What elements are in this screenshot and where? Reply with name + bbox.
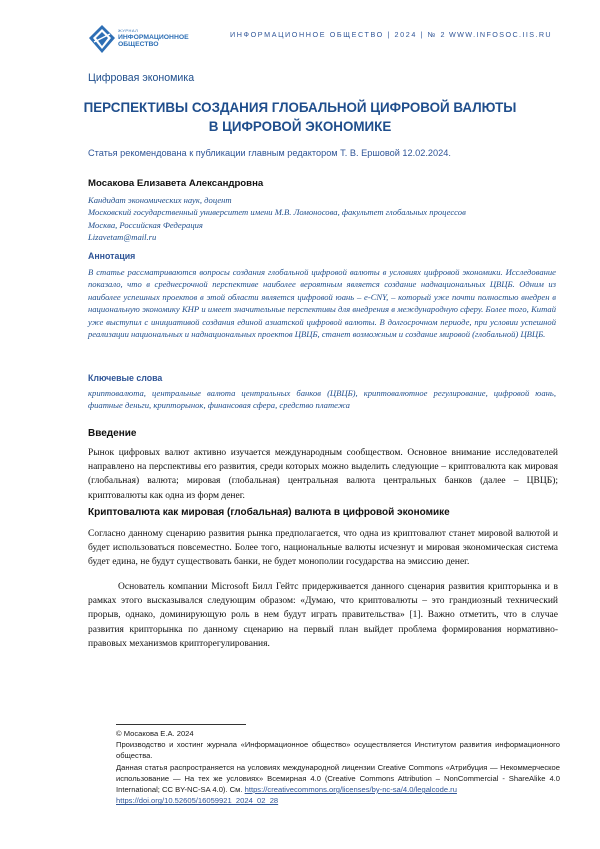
author-email[interactable]: Lizavetam@mail.ru [88,231,157,242]
section2-heading: Криптовалюта как мировая (глобальная) валюта в цифровой экономике [88,507,450,518]
logo-line-1: ЖУРНАЛ [118,28,139,33]
author-city: Москва, Российская Федерация [88,219,203,230]
journal-website[interactable]: WWW.INFOSOC.IIS.RU [448,30,552,39]
keywords-heading: Ключевые слова [88,373,163,383]
author-name: Мосакова Елизавета Александровна [88,178,264,189]
section2-paragraph-2: Основатель компании Microsoft Билл Гейтс придерживается данного сценария развития крипторынка и в рамках этого высказывался следующим образом: «Думаю, что криптовалюты – это грандиозный технический прорыв, однако, доминирующую роль в нем будут играть правительства» [1]. Важно отметить, что в случае развития крипторынка по данному сценарию на первый план выйдет проблема формирования нормативно-правовых механизмов крипторегулирования. [88,582,558,649]
section-name: Цифровая экономика [88,72,195,84]
article-title [60,98,540,136]
intro-paragraph: Рынок цифровых валют активно изучается международным сообществом. Основное внимание исследователей направлено на перспективы его развития, среди которых можно выделить следующие – криптовалюта как мировая (глобальная) валюта; мировая (глобальная) центральная валюта центральных банков (далее – ЦВЦБ); криптовалюты как одна из форм денег. [88,448,558,501]
license-text: Данная статья распространяется на условиях международной лицензии Creative Commons «Атрибуция — Некоммерческое использование — На тех же условиях» Всемирная 4.0 (Creative Commons Attribution – NonCommercial - ShareAlike 4.0 International; CC BY-NC-SA 4.0). См. [116,762,560,795]
footnote-divider [116,724,246,725]
author-affiliation [88,194,466,243]
journal-logo [88,24,188,54]
keywords-text: криптовалюта, центральные валюта центральных банков (ЦВЦБ), криптовалютное регулирование, цифровой юань, фиатные деньги, крипторынок, финансовая сфера, средство платежа [88,388,556,411]
section2-paragraph-1: Согласно данному сценарию развития рынка предполагается, что одна из криптовалют станет мировой валютой и будет использоваться повсеместно. Более того, национальные валюты исчезнут и мировая экономическая система будет едина, не будут существовать банки, не будет монополии государства на эмиссию денег. [88,529,558,568]
author-university: Московский государственный университет имени М.В. Ломоносова, факультет глобальных процессов [88,207,466,218]
logo-line-2: ИНФОРМАЦИОННОЕ [118,34,189,41]
abstract-text: В статье рассматриваются вопросы создания глобальной цифровой валюты в условиях цифровой экономики. Исследование показало, что в среднесрочной перспективе наиболее вероятным является создание наднациональных ЦВЦБ. Одним из наиболее успешных проектов в этой области является цифровой юань – e-CNY, – который уже почти полностью внедрен в национальную экономику КНР и имеет значительные перспективы для внедрения в международную сферу. Более того, Китай уже выступил с инициативой создания единой азиатской цифровой валюты. В долгосрочном периоде, при условии успешной реализации национальных и наднациональных проектов ЦВЦБ, станет возможным и создание мировой (глобальной) ЦВЦБ. [88,267,556,340]
license-notice [116,762,560,796]
journal-issue-info: ИНФОРМАЦИОННОЕ ОБЩЕСТВО | 2024 | № 2 [230,30,447,39]
article-title-line-2: В ЦИФРОВОЙ ЭКОНОМИКЕ [208,119,392,134]
license-link[interactable]: https://creativecommons.org/licenses/by-nc-sa/4.0/legalcode.ru [244,785,457,795]
abstract-heading: Аннотация [88,251,136,261]
article-title-line-1: ПЕРСПЕКТИВЫ СОЗДАНИЯ ГЛОБАЛЬНОЙ ЦИФРОВОЙ ВАЛЮТЫ [83,100,517,115]
doi-link[interactable]: https://doi.org/10.52605/16059921_2024_02_28 [116,796,279,806]
journal-logo-icon [88,24,116,54]
author-degree: Кандидат экономических наук, доцент [88,195,232,205]
recommendation-note: Статья рекомендована к публикации главным редактором Т. В. Ершовой 12.02.2024. [88,148,451,158]
hosting-notice: Производство и хостинг журнала «Информационное общество» осуществляется Институтом развития информационного общества. [116,740,560,761]
footnote [116,728,560,806]
logo-line-3: ОБЩЕСТВО [118,41,159,48]
copyright-notice: © Мосакова Е.А. 2024 [116,729,194,738]
intro-heading: Введение [88,428,137,439]
